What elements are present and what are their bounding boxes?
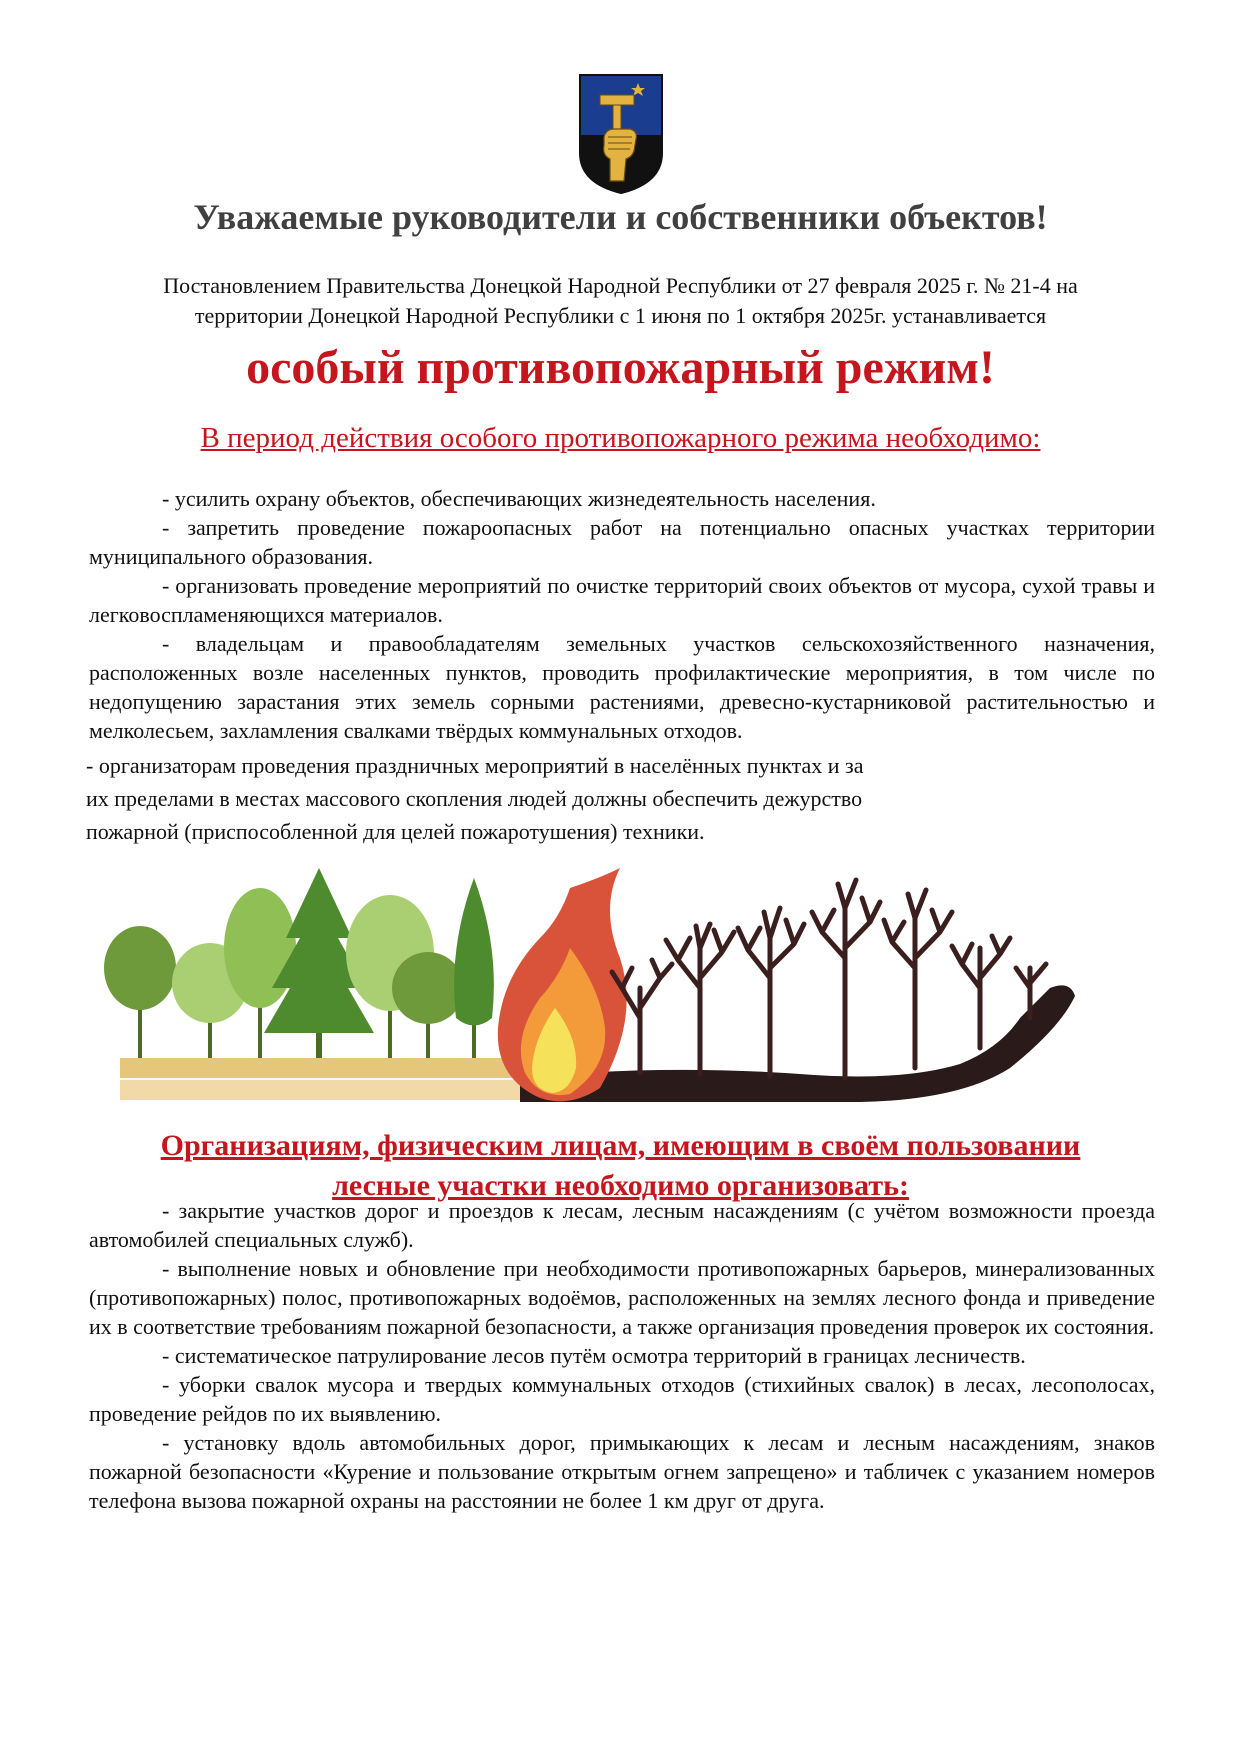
- forest-measures-list: [89, 1196, 1155, 1515]
- list-item: - выполнение новых и обновление при необходимости противопожарных барьеров, минерализованных (противопожарных) полос, противопожарных водоёмов, расположенных на землях лесного фонда и приведение их в соответствие требованиям пожарной безопасности, а также организация проведения проверок их состояния.: [89, 1256, 1155, 1339]
- intro-line: территории Донецкой Народной Республики с 1 июня по 1 октября 2025г. устанавливается: [194, 303, 1047, 328]
- requirements-subheading: В период действия особого противопожарного режима необходимо:: [200, 422, 1041, 454]
- list-item: - организовать проведение мероприятий по очистке территорий своих объектов от мусора, сухой травы и легковоспламеняющихся материалов.: [89, 573, 1155, 627]
- requirements-list: [89, 484, 1155, 745]
- greeting-heading: Уважаемые руководители и собственники объектов!: [193, 197, 1048, 237]
- intro-paragraph: [80, 271, 1161, 331]
- forest-fire-illustration: [100, 868, 1140, 1118]
- list-item: - систематическое патрулирование лесов путём осмотра территорий в границах лесничеств.: [162, 1343, 1026, 1368]
- organizers-paragraph: [86, 749, 986, 848]
- forest-users-heading: [0, 1126, 1241, 1206]
- list-item: - закрытие участков дорог и проездов к лесам, лесным насаждениям (с учётом возможности проезда автомобилей специальных служб).: [89, 1198, 1155, 1252]
- list-item: - уборки свалок мусора и твердых коммунальных отходов (стихийных свалок) в лесах, лесополосах, проведение рейдов по их выявлению.: [89, 1372, 1155, 1426]
- list-item: - владельцам и правообладателям земельных участков сельскохозяйственного назначения, расположенных возле населенных пунктов, проводить профилактические мероприятия, в том числе по недопущению зарастания этих земель сорными растениями, древесно-кустарниковой растительностью и мелколесьем, захламления свалками твёрдых коммунальных отходов.: [89, 631, 1155, 743]
- list-item: - запретить проведение пожароопасных работ на потенциально опасных участках территории муниципального образования.: [89, 515, 1155, 569]
- paragraph-line: пожарной (приспособленной для целей пожаротушения) техники.: [86, 819, 705, 844]
- list-item: - усилить охрану объектов, обеспечивающих жизнедеятельность населения.: [162, 486, 876, 511]
- heading-line: лесные участки необходимо организовать:: [332, 1169, 909, 1202]
- regime-title: особый противопожарный режим!: [246, 341, 995, 394]
- intro-line: Постановлением Правительства Донецкой Народной Республики от 27 февраля 2025 г. № 21-4 на: [163, 273, 1078, 298]
- coat-of-arms-logo: [578, 73, 664, 195]
- heading-line: Организациям, физическим лицам, имеющим в своём пользовании: [160, 1129, 1081, 1162]
- paragraph-line: - организаторам проведения праздничных мероприятий в населённых пунктах и за: [86, 753, 864, 778]
- paragraph-line: их пределами в местах массового скопления людей должны обеспечить дежурство: [86, 786, 863, 811]
- list-item: - установку вдоль автомобильных дорог, примыкающих к лесам и лесным насаждениям, знаков пожарной безопасности «Курение и пользование открытым огнем запрещено» и табличек с указанием номеров телефона вызова пожарной охраны на расстоянии не более 1 км друг от друга.: [89, 1430, 1155, 1513]
